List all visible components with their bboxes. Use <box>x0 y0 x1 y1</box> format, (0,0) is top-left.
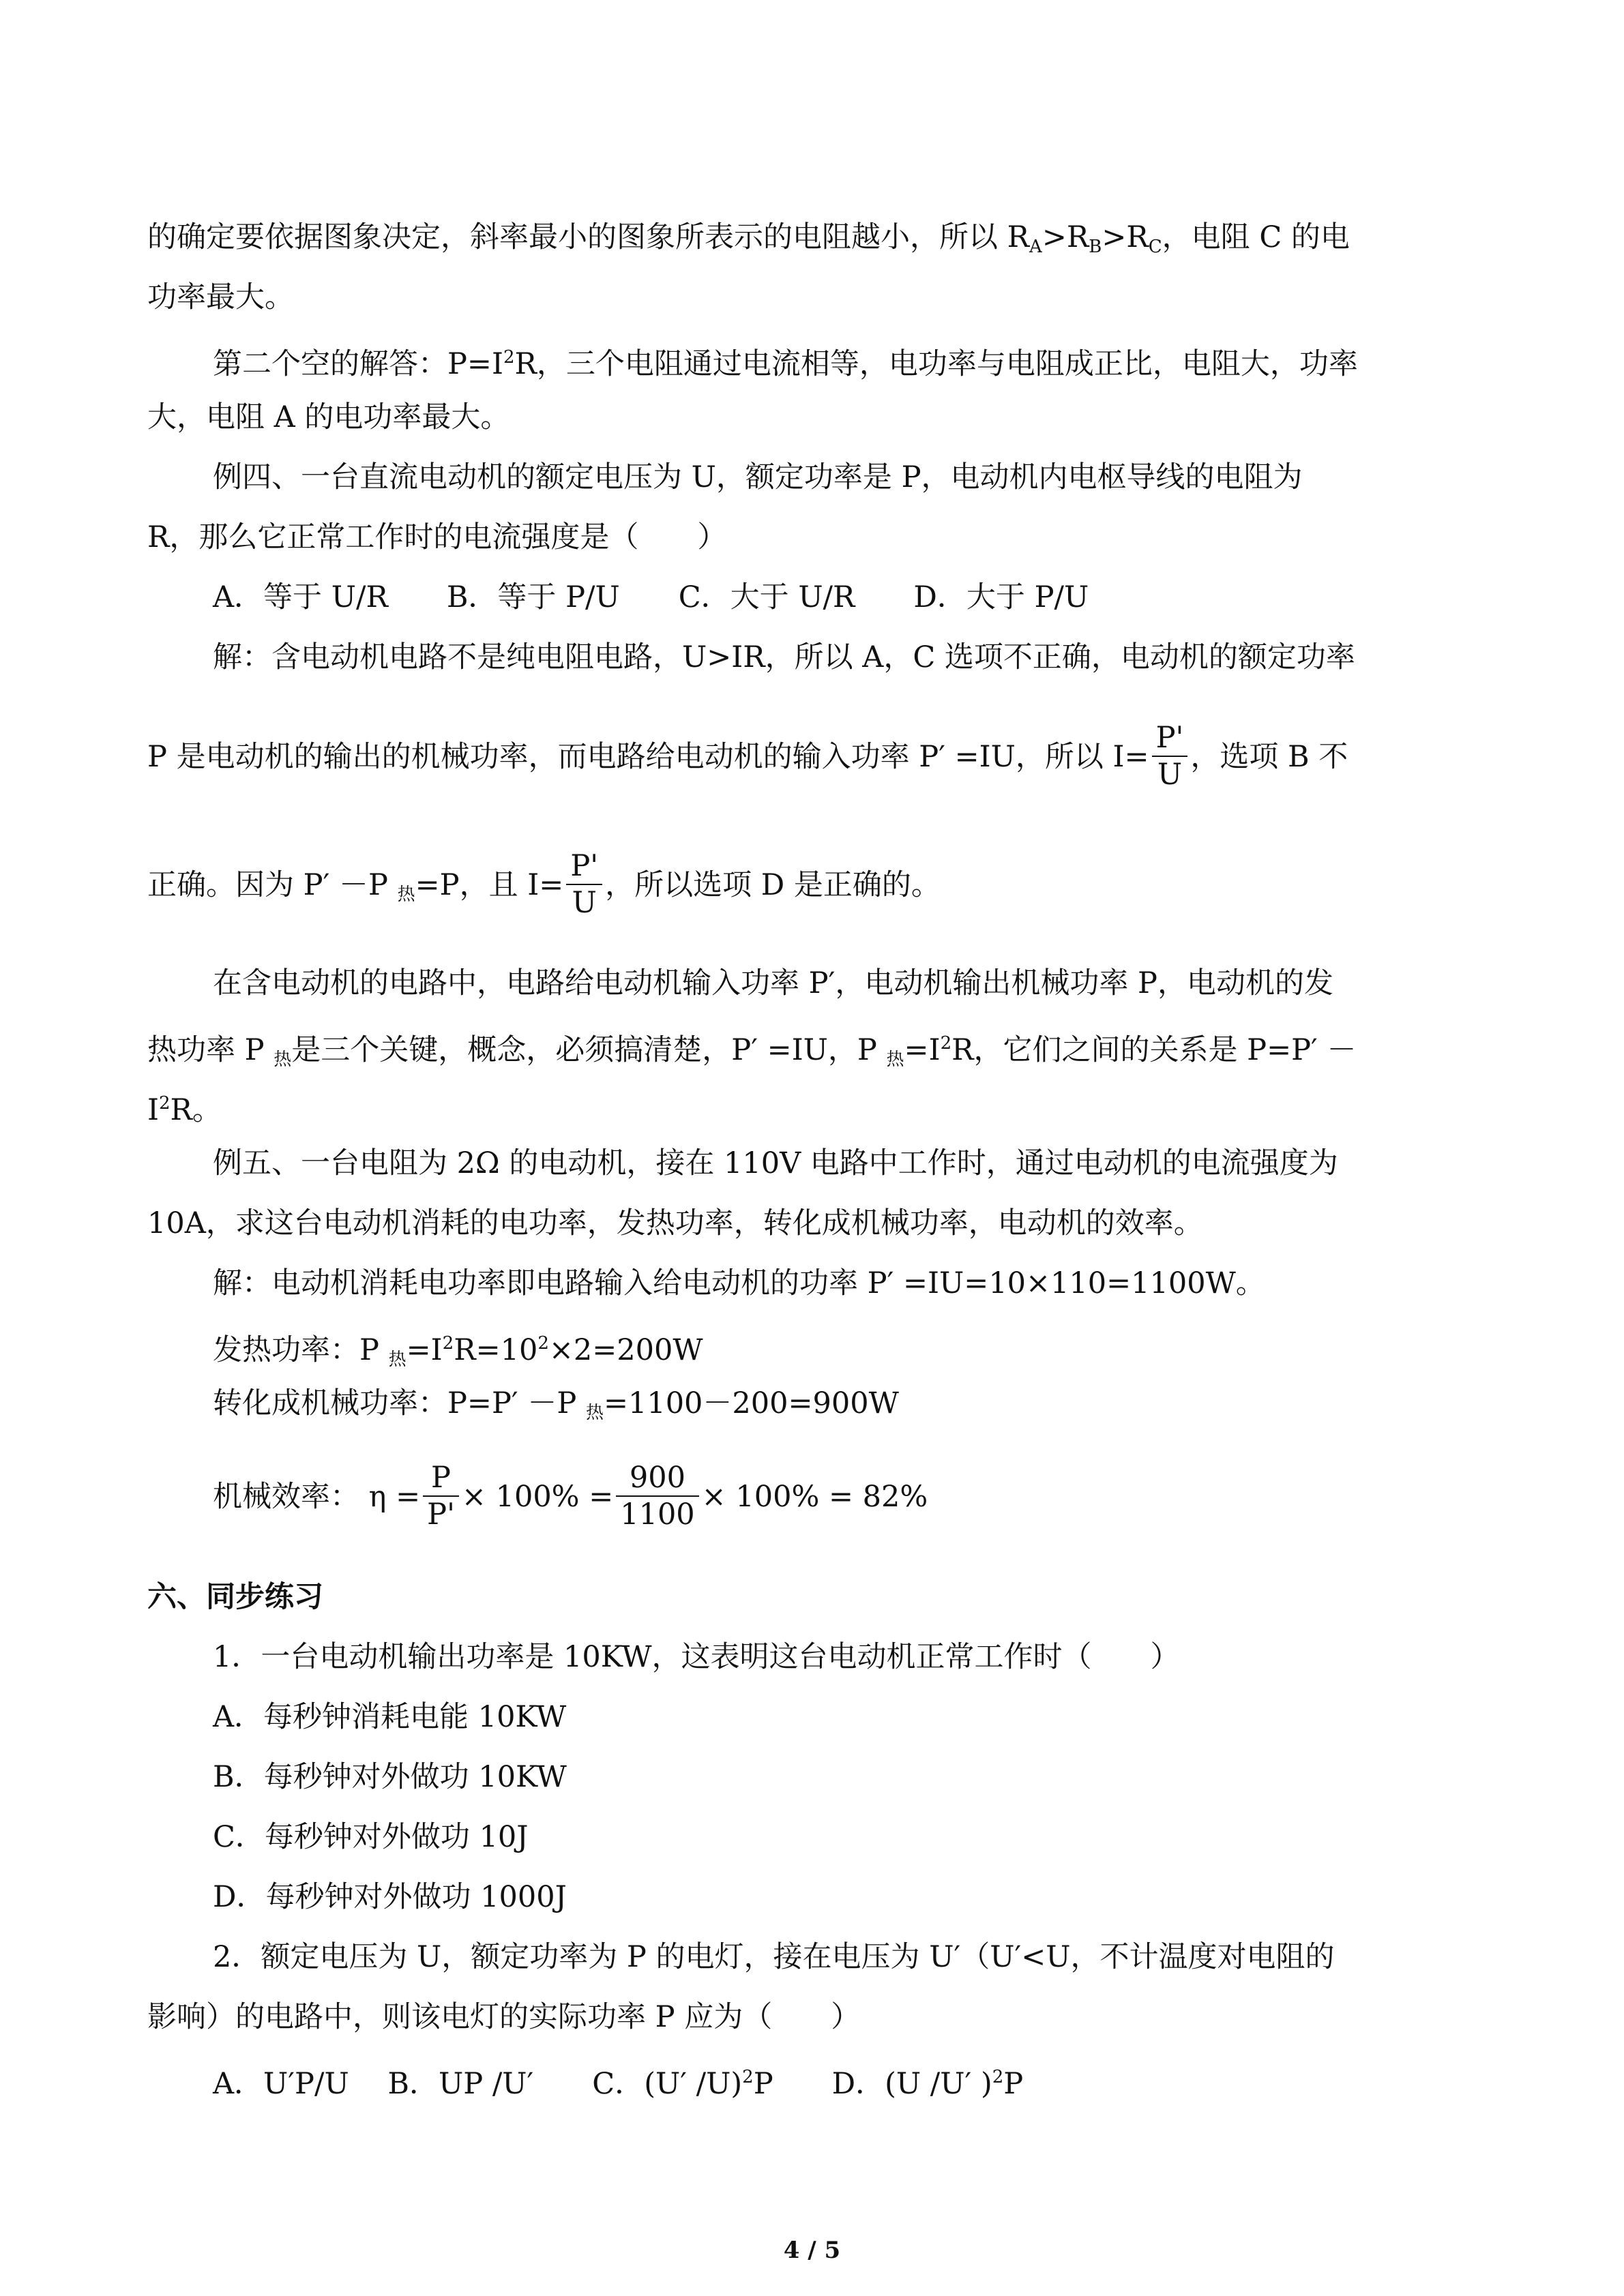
text-line: 例四、一台直流电动机的额定电压为 U，额定功率是 P，电动机内电枢导线的电阻为 <box>213 460 1303 494</box>
answer-options: A．等于 U/R B．等于 P/U C．大于 U/R D．大于 P/U <box>213 580 1089 614</box>
option-c: C．每秒钟对外做功 10J <box>213 1820 529 1854</box>
option-d: D．每秒钟对外做功 1000J <box>213 1880 567 1914</box>
question-1: 1．一台电动机输出功率是 10KW，这表明这台电动机正常工作时（ ） <box>213 1640 1180 1674</box>
fraction: $\frac{P'}{U}$ <box>566 848 602 921</box>
fraction: $\frac{P'}{U}$ <box>1152 720 1188 792</box>
text-line: R，那么它正常工作时的电流强度是（ ） <box>147 520 727 554</box>
option-b: B．每秒钟对外做功 10KW <box>213 1760 567 1794</box>
text-line: 在含电动机的电路中，电路给电动机输入功率 P′，电动机输出机械功率 P，电动机的发 <box>213 966 1333 1000</box>
answer-options: A．U′P/U B．UP /U′ C．(U′ /U)$^2$P D．(U /U′ )$^2$P <box>213 2067 1024 2101</box>
text-line: 解：电动机消耗电功率即电路输入给电动机的功率 P′ =IU=10×110=1100W。 <box>213 1266 1265 1300</box>
option-a: A．每秒钟消耗电能 10KW <box>213 1700 567 1734</box>
text-line: 10A，求这台电动机消耗的电功率，发热功率，转化成机械功率，电动机的效率。 <box>147 1206 1203 1240</box>
text-line: 转化成机械功率：P=P′ －P $_热$=1100－200=900W <box>213 1386 899 1423</box>
text-line: 发热功率：P $_热=I^2R=10^2\times 2=200W$ <box>213 1333 703 1370</box>
text-line: 大，电阻 A 的电功率最大。 <box>147 400 510 434</box>
text-line: 影响）的电路中，则该电灯的实际功率 P 应为（ ） <box>147 2000 861 2034</box>
text-line: 例五、一台电阻为 2Ω 的电动机，接在 110V 电路中工作时，通过电动机的电流强度为 <box>213 1146 1338 1180</box>
text-line: 解：含电动机电路不是纯电阻电路，U>IR，所以 A，C 选项不正确，电动机的额定功率 <box>213 640 1355 674</box>
text-line: P 是电动机的输出的机械功率，而电路给电动机的输入功率 P′ =IU，所以 I= $\frac{P'}{U}$ ，选项 B 不 <box>147 721 1348 792</box>
fraction: $\frac{900}{1100}$ <box>616 1460 698 1532</box>
text-line: 热功率 P $_热$是三个关键，概念，必须搞清楚，P′ =IU，P $_热=I^2R$，它们之间的关系是 P=P′ － <box>147 1033 1357 1070</box>
text-line: 功率最大。 <box>147 280 294 314</box>
efficiency-formula: 机械效率： η = $\frac{P}{P'}$ × 100% = $\frac{900}{1100}$ × 100% = 82% <box>213 1461 928 1532</box>
text-line: 的确定要依据图象决定，斜率最小的图象所表示的电阻越小，所以 $R_A>R_B>R_C$，电阻 C 的电 <box>147 220 1350 257</box>
page-number: 4 / 5 <box>783 2237 841 2264</box>
fraction: $\frac{P}{P'}$ <box>423 1460 459 1532</box>
question-2: 2．额定电压为 U，额定功率为 P 的电灯，接在电压为 U′（U′<U，不计温度对电阻的 <box>213 1940 1335 1974</box>
section-heading: 六、同步练习 <box>147 1580 323 1614</box>
text-line: $I^2R$。 <box>147 1093 222 1127</box>
text-line: 第二个空的解答：$P=I^2R$，三个电阻通过电流相等，电功率与电阻成正比，电阻大，功率 <box>213 347 1358 381</box>
text-line: 正确。因为 P′ －P $_热$=P，且 I= $\frac{P'}{U}$ ，所以选项 D 是正确的。 <box>147 849 941 920</box>
